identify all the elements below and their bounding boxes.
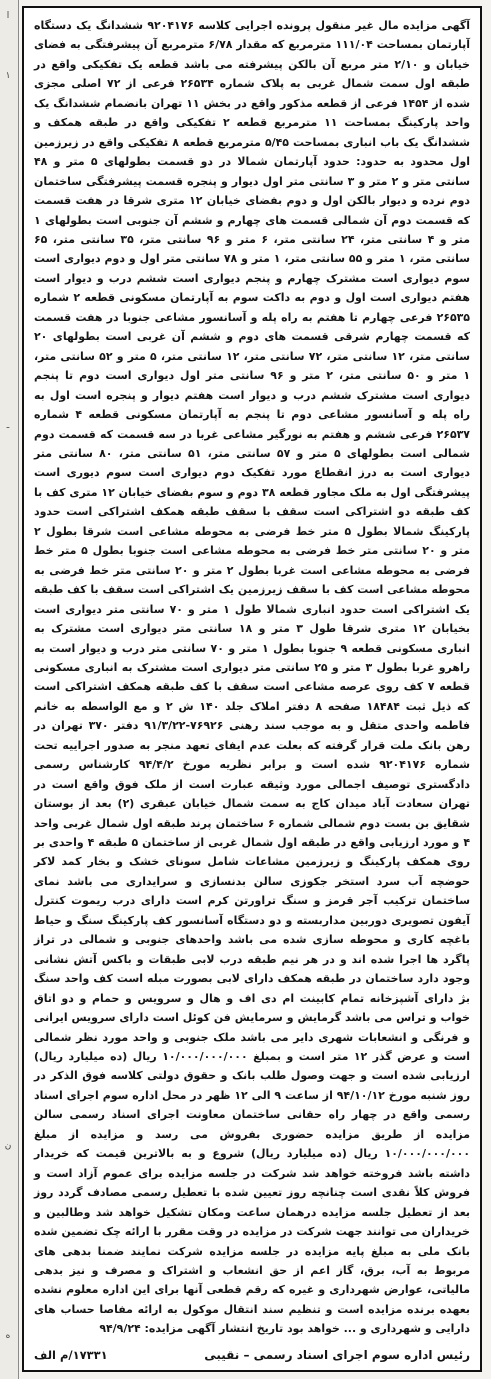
auction-notice-text: آگهی مزایده مال غیر منقول پرونده اجرایی کلاسه ۹۲۰۴۱۷۶ ششدانگ یک دستگاه آپارتمان بمساحت ۱۱۱/۰۴ مترمربع که مقدار ۶/۷۸ مترمربع آن پیشرفتگی به فضای خیابان و ۲/۱۰ متر مربع آن بالکن پیشرفته می باشد قطعه یک تفکیکی واقع در طبقه اول سمت شمال غربی به پلاک شماره ۲۶۵۳۴ فرعی از ۷۲ اصلی مجزی شده از ۱۴۵۴ فرعی از قطعه مذکور واقع در بخش ۱۱ تهران بانضمام ششدانگ یک واحد پارکینگ بمساحت ۱۱ مترمربع قطعه ۲ تفکیکی واقع در طبقه همکف و ششدانگ یک باب انباری بمساحت ۵/۴۵ مترمربع قطعه ۸ تفکیکی واقع در زیرزمین اول محدود به حدود: حدود آپارتمان شمالا در دو قسمت بطولهای ۵ متر و ۴۸ سانتی متر و ۲ متر و ۳ سانتی متر اول دیوار و پنجره قسمت پیشرفتگی ساختمان دوم نرده و دیوار بالکن اول و دوم بفضای خیابان ۱۲ متری شرقا در هفت قسمت که قسمت دوم آن شمالی قسمت های چهارم و ششم آن جنوبی است بطولهای ۱ متر و ۴ سانتی متر، ۲۴ سانتی متر، ۶ متر و ۹۶ سانتی متر، ۳۵ سانتی متر، ۶۵ سانتی متر، ۱ متر و ۵۵ سانتی متر، ۱ متر و ۷۸ سانتی متر اول و دوم دیواری است سوم دیواری است مشترک چهارم و پنجم دیواری است ششم درب و دیوار است هفتم دیواری است اول و دوم به داکت سوم به آپارتمان مسکونی قطعه ۲ شماره ۲۶۵۳۵ فرعی چهارم تا هفتم به راه پله و آسانسور مشاعی جنوبا در هفت قسمت که قسمت چهارم شرقی قسمت های دوم و ششم آن غربی است بطولهای ۲۰ سانتی متر، ۱۲ سانتی متر، ۷۲ سانتی متر، ۱۲ سانتی متر، ۵ متر و ۵۲ سانتی متر، ۱ متر و ۵۰ سانتی متر، ۲ متر و ۹۶ سانتی متر اول دیواری است دوم تا پنجم دیواری است مشترک ششم درب و دیوار است هفتم دیوار و پنجره است اول به راه پله و آسانسور مشاعی دوم تا پنجم به آپارتمان مسکونی قطعه ۴ شماره ۲۶۵۳۷ فرعی ششم و هفتم به نورگیر مشاعی غربا در سه قسمت که قسمت دوم شمالی است بطولهای ۵ متر و ۵۷ سانتی متر، ۵۱ سانتی متر، ۸۰ سانتی متر دیواری است به درز انقطاع مورد تفکیک دوم دیواری است سوم دیوری است پیشرفتگی اول به ملک مجاور قطعه ۳۸ دوم و سوم بفضای خیابان ۱۲ متری کف با کف طبقه دو اشتراکی است سقف با سقف طبقه همکف اشتراکی است حدود پارکینگ شمالا بطول ۵ متر خط فرضی به محوطه مشاعی است شرقا بطول ۲ متر و ۲۰ سانتی متر خط فرضی به محوطه مشاعی است جنوبا بطول ۵ متر خط فرضی به محوطه مشاعی است غربا بطول ۲ متر و ۲۰ سانتی متر خط فرضی به محوطه مشاعی است کف با سقف زیرزمین یک اشتراکی است سقف با کف طبقه یک اشتراکی است حدود انباری شمالا طول ۱ متر و ۷۰ سانتی متر دیواری است بخیابان ۱۲ متری شرقا طول ۳ متر و ۱۸ سانتی متر دیواری است مشترک به انباری مسکونی قطعه ۹ جنوبا بطول ۱ متر و ۷۰ سانتی متر درب و دیوار است به راهرو غربا بطول ۳ متر و ۲۵ سانتی متر دیواری است مشترک به انباری مسکونی قطعه ۷ کف روی عرصه مشاعی است سقف با کف طبقه همکف اشتراکی است که ذیل ثبت ۱۸۴۸۴ صفحه ۸ دفتر املاک جلد ۱۴۰ ش ۲ و مع الواسطه به خانم فاطمه واحدی متقل و به موجب سند رهنی ۷۶۹۲۶-۹۱/۳/۲۲ دفتر ۳۷۰ تهران در رهن بانک ملت قرار گرفته که بعلت عدم ایفای تعهد منجر به صدور اجراییه تحت شماره ۹۲۰۴۱۷۶ شده است و برابر نظریه مورخ ۹۴/۴/۲ کارشناس رسمی دادگستری توصیف اجمالی مورد وثیقه عبارت است از ملک فوق واقع است در تهران سعادت آباد میدان کاج به سمت شمال خیابان عبقری (۲) بعد از بوستان شقایق بن بست دوم شمالی شماره ۶ ساختمان پرند طبقه اول شمال غربی واحد ۴ و مورد ارزیابی واقع در طبقه اول شمال غربی از ساختمان ۵ طبقه ۴ واحدی بر روی همکف پارکینگ و زیرزمین مشاعات شامل سونای خشک و بخار کمد لاکر حوضچه آب سرد استخر جکوزی سالن بدنسازی و سرایداری می باشد نمای ساختمان ترکیب آجر قرمز و سنگ تراورتن کرم است دارای درب ریموت کنترل آیفون تصویری دوربین مداربسته و دو دستگاه آسانسور کف پارکینگ سنگ و حیاط باغچه کاری و محوطه سازی شده می باشد واحدهای جنوبی و شمالی در تراز پاگرد ها اجرا شده اند و در هر نیم طبقه درب لابی طبقات و باکس آتش نشانی وجود دارد ساختمان در طبقه همکف دارای لابی بصورت مبله است کف واحد سنگ بژ دارای آشپزخانه تمام کابینت ام دی اف و هال و سرویس و حمام و دو اتاق خواب و تراس می باشد گرمایش و سرمایش فن کوئل است دارای سرویس ایرانی و فرنگی و انشعابات شهری دایر می باشد ملک جنوبی و واحد مورد نظر شمالی است و عرض گذر ۱۲ متر است و بمبلغ ۱۰/۰۰۰/۰۰۰/۰۰۰ ریال (ده میلیارد ریال) ارزیابی شده است و جهت وصول طلب بانک و حقوق دولتی کلاسه فوق الذکر در روز شنبه مورخ ۹۴/۱۰/۱۲ از ساعت ۹ الی ۱۲ ظهر در محل اداره سوم اجرای اسناد رسمی واقع در چهار راه حقانی ساختمان معاونت اجرای اسناد رسمی سالن مزایده از طریق مزایده حضوری بفروش می رسد و مزایده از مبلغ ۱۰/۰۰۰/۰۰۰/۰۰۰ ریال (ده میلیارد ریال) شروع و به بالاترین قیمت که خریدار داشته باشد فروخته خواهد شد شرکت در جلسه مزایده برای عموم آزاد است و فروش کلاً نقدی است چنانچه روز تعیین شده با تعطیل رسمی مصادف گردد روز بعد از تعطیل جلسه مزایده درهمان ساعت ومکان تشکیل خواهد شد وطالبین و خریداران می توانند جهت شرکت در مزایده در وقت مقرر با ارائه چک تضمین شده بانک ملی به مبلغ پایه مزایده در جلسه مزایده شرکت نمایند ضمنا بدهی های مربوط به آب، برق، گاز اعم از حق انشعاب و اشتراک و مصرف و نیز بدهی مالیاتی، عوارض شهرداری و غیره که رقم قطعی آنها برای این اداره معلوم نشده بعهده برنده مزایده است و تنظیم سند انتقال موکول به ارائه مفاصا حساب های دارایی و شهرداری و ... خواهد بود تاریخ انتشار آگهی مزایده: ۹۴/۹/۲۴: [34, 19, 471, 1336]
side-mark: ـ: [6, 421, 10, 431]
auction-notice-box: [22, 6, 482, 1372]
notice-footer: [34, 1348, 470, 1362]
side-mark: ن: [4, 1141, 12, 1151]
signature-line: رئیس اداره سوم اجرای اسناد رسمی – نقیبی: [204, 1348, 470, 1362]
side-mark: ه: [5, 1331, 11, 1341]
notice-code: ۱۷۳۳۱/م الف: [34, 1348, 108, 1362]
page-side-edge: [0, 0, 19, 1379]
side-mark: ا: [6, 11, 10, 21]
side-mark: ۱: [5, 71, 11, 81]
